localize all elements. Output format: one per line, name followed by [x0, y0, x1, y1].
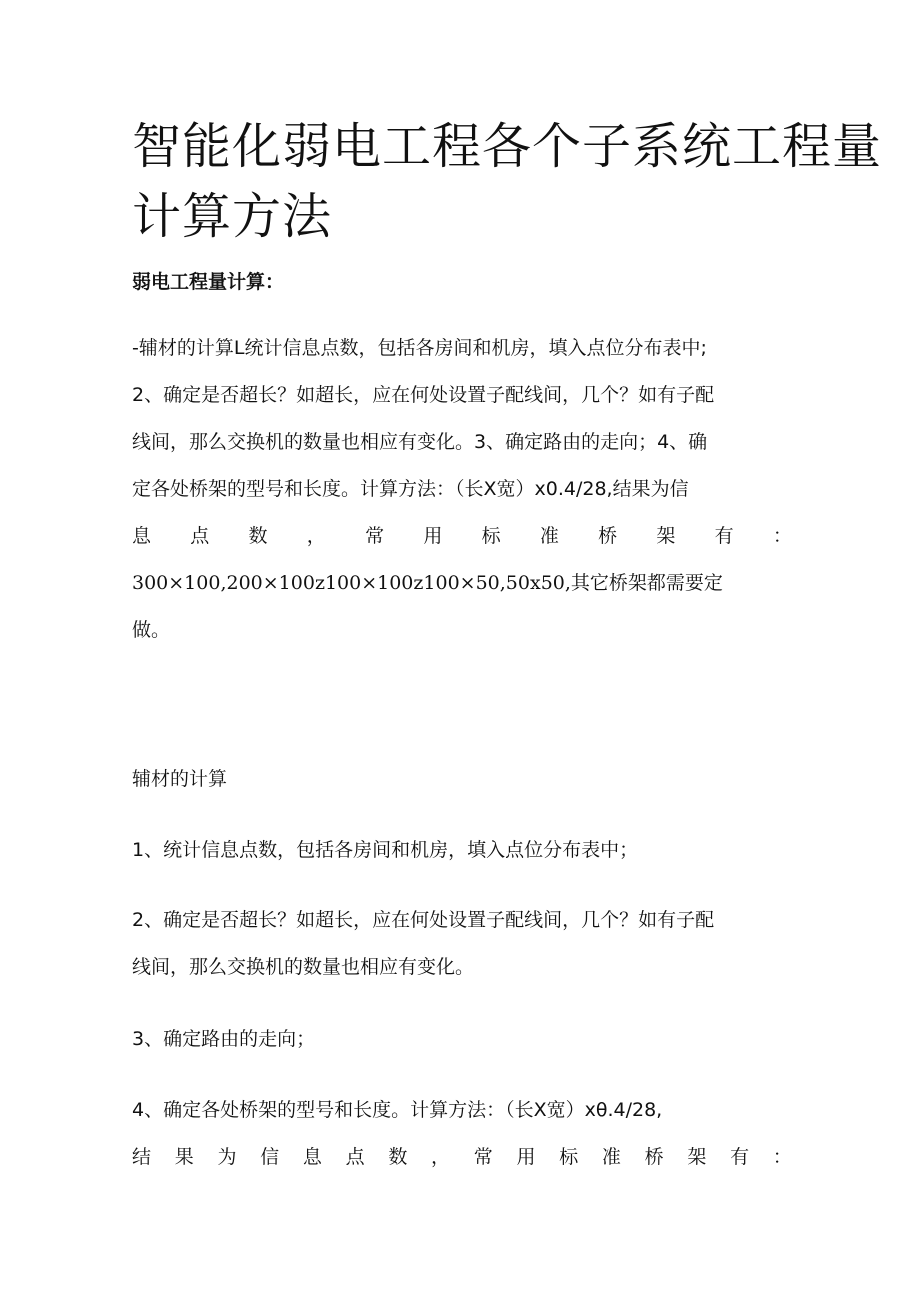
spaced-char: 常 — [365, 525, 385, 547]
spaced-char: ： — [772, 525, 792, 547]
title-line-2: 计算方法 — [132, 188, 333, 245]
list-item-4-line-1: 4、确定各处桥架的型号和长度。计算方法：（长X宽）xθ.4/28, — [132, 1099, 663, 1121]
list-item-1: 1、统计信息点数，包括各房间和机房，填入点位分布表中； — [132, 839, 639, 861]
spaced-char: 准 — [539, 525, 559, 547]
list-item-4 — [132, 1087, 792, 1181]
spaced-char: 标 — [481, 525, 501, 547]
spaced-char: 用 — [516, 1146, 536, 1168]
paragraph-1-line-4: 定各处桥架的型号和长度。计算方法：（长X宽）x0.4/28,结果为信 — [132, 478, 689, 500]
spaced-char: ， — [431, 1146, 451, 1168]
spaced-char: 数 — [388, 1146, 408, 1168]
paragraph-1-line-5 — [132, 513, 792, 560]
section-heading: 弱电工程量计算： — [132, 271, 285, 293]
title-line-1: 智能化弱电工程各个子系统工程量 — [132, 118, 883, 175]
paragraph-1 — [132, 325, 792, 654]
list-item-2 — [132, 897, 792, 991]
paragraph-1-line-7: 做。 — [132, 619, 171, 641]
paragraph-1-line-3: 线间，那么交换机的数量也相应有变化。3、确定路由的走向；4、确 — [132, 431, 708, 453]
spaced-char: 准 — [601, 1146, 621, 1168]
spaced-char: ： — [772, 1146, 792, 1168]
spaced-char: 桥 — [598, 525, 618, 547]
paragraph-1-line-1: -辅材的计算L统计信息点数，包括各房间和机房，填入点位分布表中; — [132, 337, 707, 359]
spaced-char: 点 — [190, 525, 210, 547]
document-title — [132, 112, 883, 252]
spaced-char: 架 — [687, 1146, 707, 1168]
spaced-char: 为 — [217, 1146, 237, 1168]
list-item-4-line-2 — [132, 1134, 792, 1181]
paragraph-1-line-6: 300×100,200×100z100×100z100×50,50x50,其它桥架都需要定 — [132, 572, 723, 594]
spaced-char: ， — [306, 525, 326, 547]
spaced-char: 点 — [345, 1146, 365, 1168]
list-item-3: 3、确定路由的走向； — [132, 1028, 316, 1050]
list-item-2-line-1: 2、确定是否超长？如超长，应在何处设置子配线间，几个？如有子配 — [132, 909, 715, 931]
spaced-char: 息 — [132, 525, 152, 547]
spaced-char: 息 — [302, 1146, 322, 1168]
spaced-char: 标 — [559, 1146, 579, 1168]
spaced-char: 架 — [656, 525, 676, 547]
spaced-char: 有 — [730, 1146, 750, 1168]
spaced-char: 果 — [174, 1146, 194, 1168]
spaced-char: 桥 — [644, 1146, 664, 1168]
spaced-char: 常 — [473, 1146, 493, 1168]
list-item-2-line-2: 线间，那么交换机的数量也相应有变化。 — [132, 956, 475, 978]
spaced-char: 有 — [714, 525, 734, 547]
spaced-char: 用 — [423, 525, 443, 547]
section-title: 辅材的计算 — [132, 768, 228, 790]
spaced-char: 信 — [260, 1146, 280, 1168]
paragraph-1-line-2: 2、确定是否超长？如超长，应在何处设置子配线间，几个？如有子配 — [132, 384, 715, 406]
spaced-char: 结 — [132, 1146, 152, 1168]
spaced-char: 数 — [248, 525, 268, 547]
